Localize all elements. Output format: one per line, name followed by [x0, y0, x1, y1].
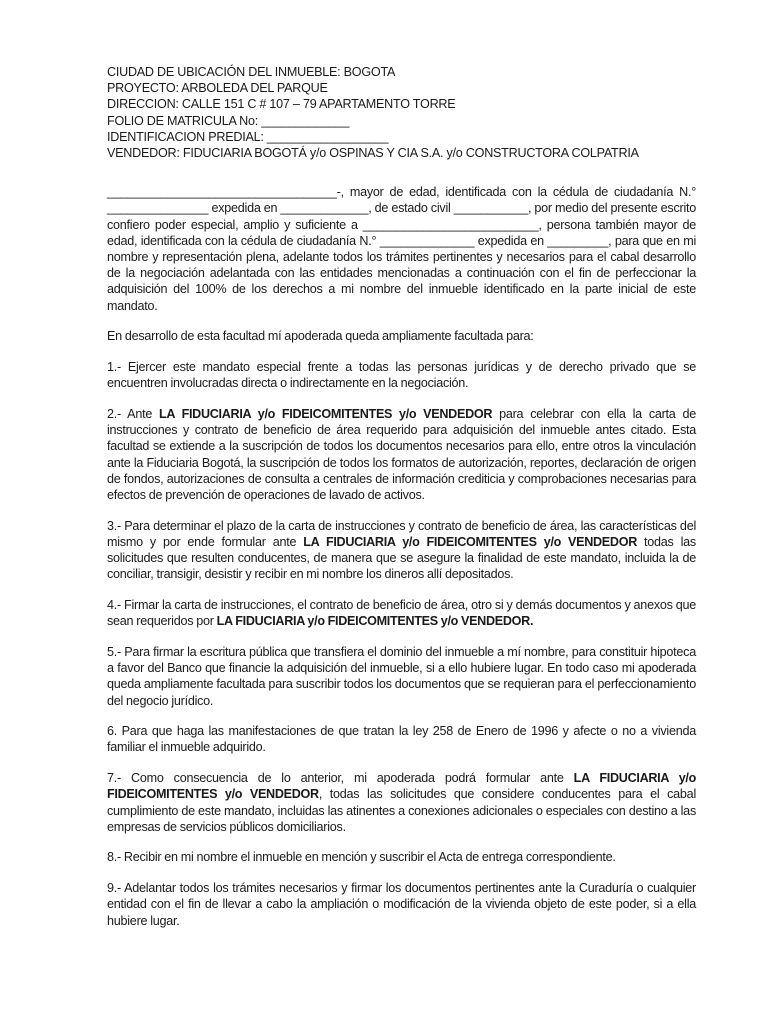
item-4: [107, 597, 696, 629]
item-7-bold: LA FIDUCIARIA y/o FIDEICOMITENTES y/o VENDEDOR: [107, 771, 696, 802]
document-header: [107, 64, 696, 161]
item-3-bold: LA FIDUCIARIA y/o FIDEICOMITENTES y/o VENDEDOR: [303, 534, 637, 549]
document-body: [107, 184, 696, 929]
item-7-text-a: 7.- Como consecuencia de lo anterior, mi apoderada podrá formular ante: [107, 771, 574, 786]
item-1: 1.- Ejercer este mandato especial frente a todas las personas jurídicas y de derecho privado que se encuentren involucradas directa o indirectamente en la negociación.: [107, 360, 696, 391]
item-7-text-b: , todas las solicitudes que considere conducentes para el cabal cumplimiento de este mandato, incluidas las atinentes a conexiones adicionales o especiales con destino a las empresas de servicios públicos domiciliarios.: [107, 787, 696, 834]
item-9: 9.- Adelantar todos los trámites necesarios y firmar los documentos pertinentes ante la Curaduría o cualquier entidad con el fin de llevar a cabo la ampliación o modificación de la vivienda objeto de este poder, si a ella hubiere lugar.: [107, 881, 696, 928]
header-vendedor: VENDEDOR: FIDUCIARIA BOGOTÁ y/o OSPINAS Y CIA S.A. y/o CONSTRUCTORA COLPATRIA: [107, 146, 639, 161]
item-3-text-b: todas las solicitudes que resulten conducentes, de manera que se asegure la finalidad de este mandato, incluida la de conciliar, transigir, desistir y recibir en mi nombre los dineros allí depositados.: [107, 534, 696, 582]
header-direccion: DIRECCION: CALLE 151 C # 107 – 79 APARTAMENTO TORRE: [107, 97, 456, 112]
item-6: 6. Para que haga las manifestaciones de que tratan la ley 258 de Enero de 1996 y afecte o no a vivienda familiar el inmueble adquirido.: [107, 724, 696, 755]
item-2-text-a: 2.- Ante: [107, 406, 159, 421]
header-ciudad: CIUDAD DE UBICACIÓN DEL INMUEBLE: BOGOTA: [107, 65, 396, 79]
header-identificacion: IDENTIFICACION PREDIAL: __________________: [107, 129, 389, 144]
item-2: [107, 406, 696, 503]
header-folio: FOLIO DE MATRICULA No: _____________: [107, 113, 350, 128]
item-4-bold: LA FIDUCIARIA y/o FIDEICOMITENTES y/o VENDEDOR.: [216, 614, 534, 629]
item-5: 5.- Para firmar la escritura pública que transfiera el dominio del inmueble a mí nombre, para constituir hipoteca a favor del Banco que financie la adquisición del inmueble, si a ello hubiere lugar. En todo caso mi apoderada queda ampliamente facultada para suscribir todos los documentos que se requieran para el perfeccionamiento del negocio jurídico.: [107, 644, 696, 708]
intro-paragraph: __________________________________-, mayor de edad, identificada con la cédula de ciudadanía N.° _______________ expedida en _____________, de estado civil ___________, por medio del presente escrito confiero poder especial, amplio y suficiente a __________________________, persona también mayor de edad, identificada con la cédula de ciudadanía N.° ______________ expedida en _________, para que en mi nombre y representación plena, adelante todos los trámites pertinentes y necesarios para el cabal desarrollo de la negociación adelantada con las entidades mencionadas a continuación con el fin de perfeccionar la adquisición del 100% de los derechos a mi nombre del inmueble identificado en la parte inicial de este mandato.: [107, 185, 696, 313]
item-7: [107, 770, 696, 835]
header-proyecto: PROYECTO: ARBOLEDA DEL PARQUE: [107, 81, 328, 96]
item-3-text-a: 3.- Para determinar el plazo de la carta de instrucciones y contrato de beneficio de área, las características del mismo y por ende formular ante: [107, 518, 696, 549]
item-4-text-a: 4.- Firmar la carta de instrucciones, el contrato de beneficio de área, otro si y demás documentos y anexos que sean requeridos por: [107, 597, 696, 629]
item-2-bold: LA FIDUCIARIA y/o FIDEICOMITENTES y/o VENDEDOR: [159, 406, 493, 421]
item-8: 8.- Recibir en mi nombre el inmueble en mención y suscribir el Acta de entrega correspondiente.: [107, 850, 616, 865]
item-2-text-b: para celebrar con ella la carta de instrucciones y contrato de beneficio de área requerido para adquisición del inmueble antes citado. Esta facultad se extiende a la suscripción de todos los documentos necesarios para ello, entre otros la vinculación ante la Fiduciaria Bogotá, la suscripción de todos los formatos de autorización, reportes, declaración de origen de fondos, autorizaciones de consulta a centrales de información crediticia y comprobaciones necesarias para efectos de prevención de operaciones de lavado de activos.: [107, 406, 696, 502]
facultad-paragraph: En desarrollo de esta facultad mí apoderada queda ampliamente facultada para:: [107, 329, 534, 344]
item-3: [107, 518, 696, 583]
